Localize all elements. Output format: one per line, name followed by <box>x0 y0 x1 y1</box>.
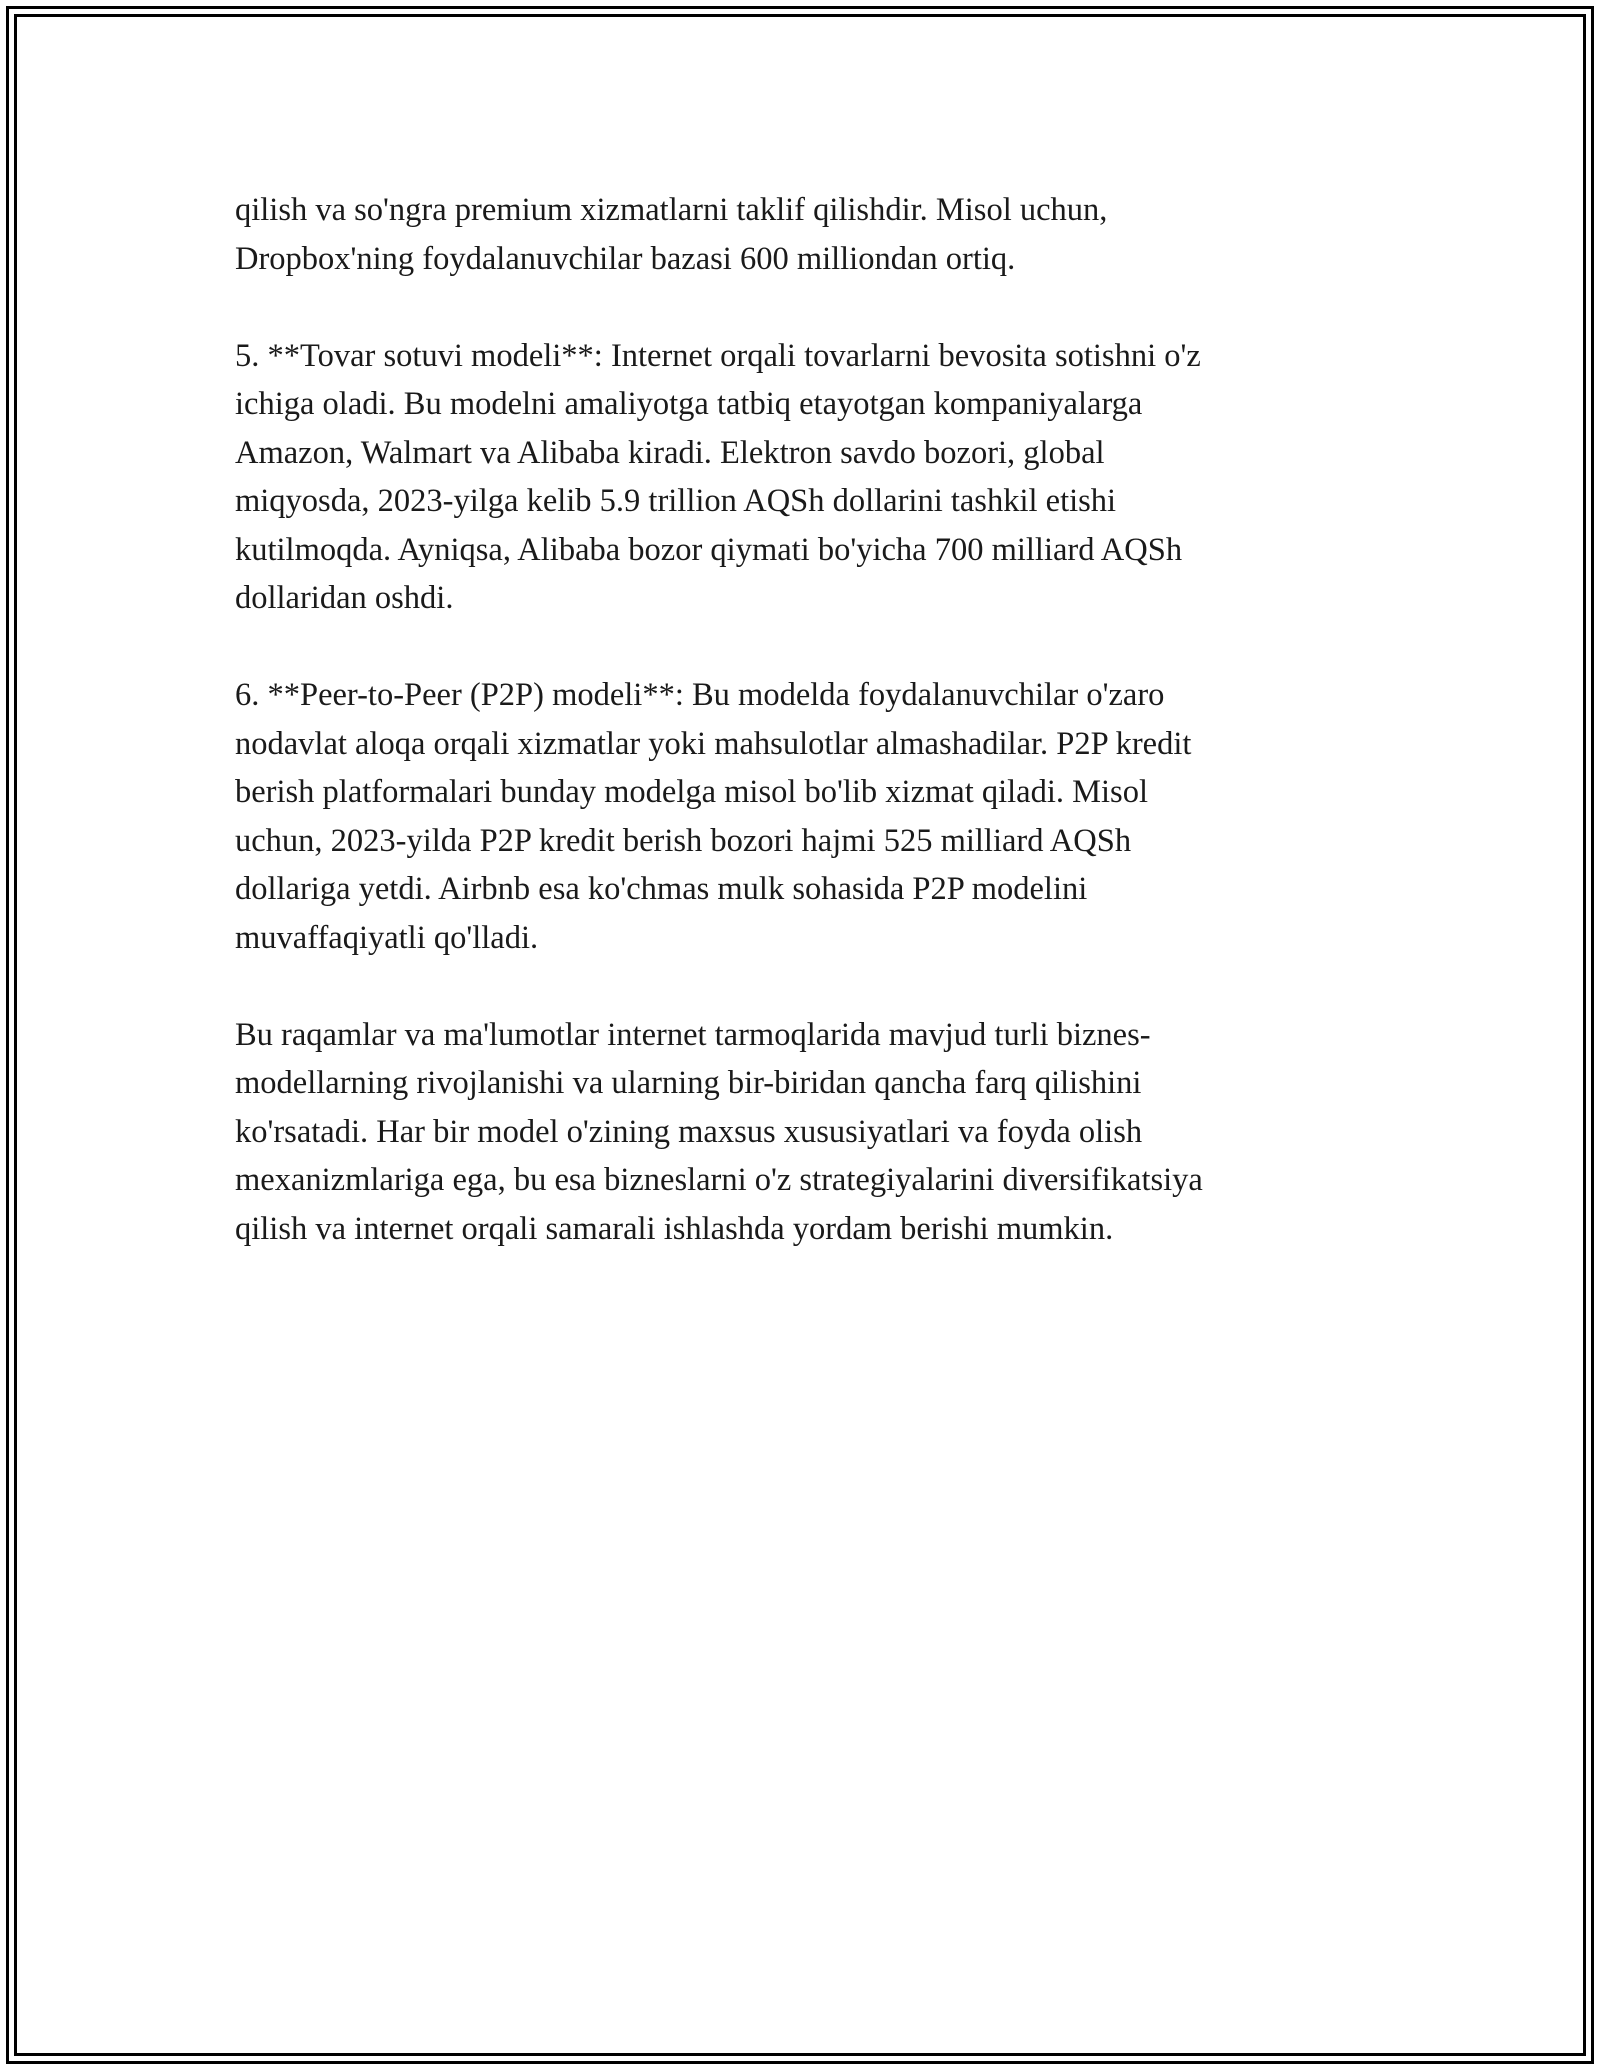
paragraph-conclusion: Bu raqamlar va ma'lumotlar internet tarmoqlarida mavjud turli biznes- modellarning rivojlanishi va ularning bir-biridan qancha farq qilishini ko'rsatadi. Har bir model o'zining maxsus xususiyatlari va foyda olish mexanizmlariga ega, bu esa bizneslarni o'z strategiyalarini diversifikatsiya qilish va internet orqali samarali ishlashda yordam berishi mumkin. <box>235 1016 1203 1247</box>
paragraph-dropbox-continuation: qilish va so'ngra premium xizmatlarni taklif qilishdir. Misol uchun, Dropbox'ning foydalanuvchilar bazasi 600 milliondan ortiq. <box>235 192 1108 277</box>
paragraph-p2p-model: 6. **Peer-to-Peer (P2P) modeli**: Bu modelda foydalanuvchilar o'zaro nodavlat aloqa orqali xizmatlar yoki mahsulotlar almashadilar. P2P kredit berish platformalari bunday modelga misol bo'lib xizmat qiladi. Misol uchun, 2023-yilda P2P kredit berish bozori hajmi 525 milliard AQSh dollariga yetdi. Airbnb esa ko'chmas mulk sohasida P2P modelini muvaffaqiyatli qo'lladi. <box>235 677 1192 956</box>
paragraph-goods-sales-model: 5. **Tovar sotuvi modeli**: Internet orqali tovarlarni bevosita sotishni o'z ichiga oladi. Bu modelni amaliyotga tatbiq etayotgan kompaniyalarga Amazon, Walmart va Alibaba kiradi. Elektron savdo bozori, global miqyosda, 2023-yilga kelib 5.9 trillion AQSh dollarini tashkil etishi kutilmoqda. Ayniqsa, Alibaba bozor qiymati bo'yicha 700 milliard AQSh dollaridan oshdi. <box>235 337 1201 616</box>
document-body <box>235 186 1335 1302</box>
